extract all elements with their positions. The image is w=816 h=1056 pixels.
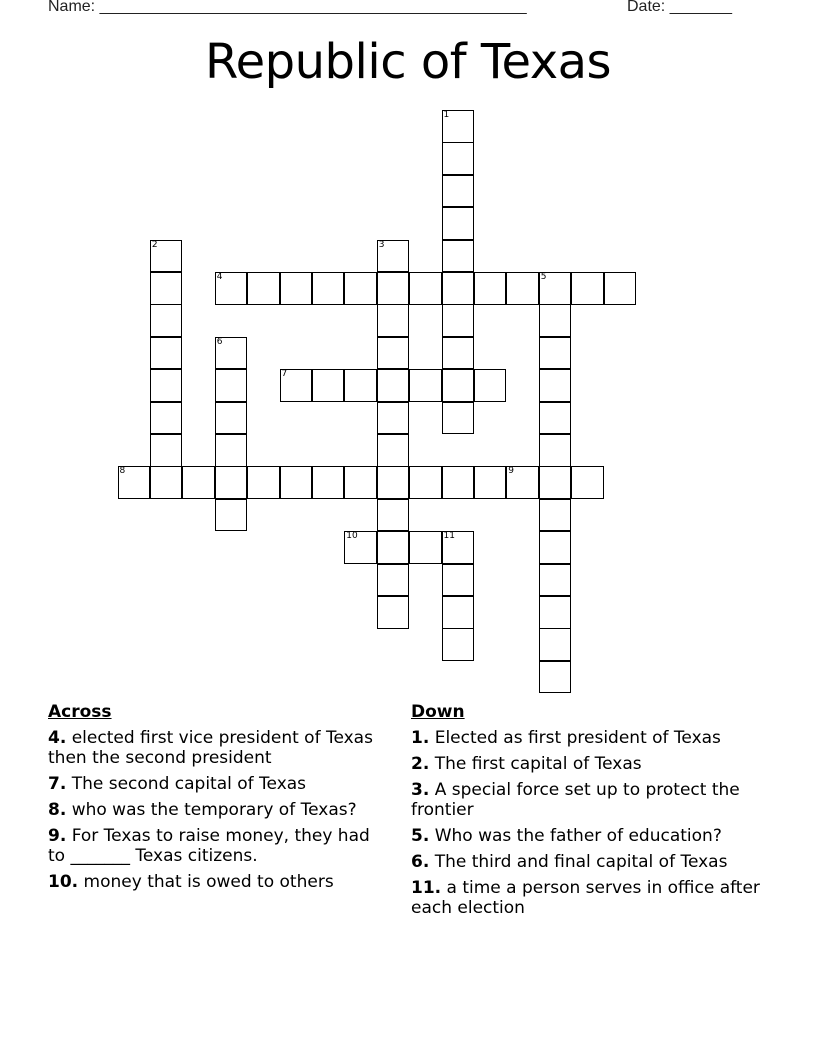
crossword-cell[interactable] [215, 337, 248, 370]
down-clues [411, 702, 761, 924]
clue-down-1 [411, 728, 761, 748]
crossword-cell[interactable] [474, 466, 507, 499]
crossword-cell[interactable] [377, 564, 410, 597]
crossword-cell[interactable] [215, 369, 248, 402]
clue-across-10 [48, 872, 388, 892]
clue-down-5 [411, 826, 761, 846]
crossword-cell[interactable] [539, 402, 572, 435]
clue-down-11 [411, 878, 761, 918]
crossword-cell[interactable] [442, 369, 475, 402]
crossword-cell[interactable] [247, 466, 280, 499]
crossword-cell[interactable] [539, 531, 572, 564]
header [48, 0, 768, 22]
crossword-cell[interactable] [539, 661, 572, 694]
cell-number: 11 [443, 531, 455, 542]
crossword-cell[interactable] [442, 110, 475, 143]
crossword-cell[interactable] [150, 369, 183, 402]
clue-text: Who was the father of education? [434, 826, 722, 846]
crossword-cell[interactable] [182, 466, 215, 499]
cell-number: 5 [540, 272, 547, 282]
crossword-cell[interactable] [539, 369, 572, 402]
cell-number: 2 [151, 239, 158, 250]
crossword-cell[interactable] [571, 272, 604, 305]
crossword-cell[interactable] [377, 434, 410, 467]
crossword-cell[interactable] [442, 402, 475, 435]
cell-number: 10 [346, 531, 358, 542]
crossword-cell[interactable] [150, 466, 183, 499]
clue-text: The third and final capital of Texas [434, 852, 728, 872]
clue-down-2 [411, 754, 761, 774]
crossword-cell[interactable] [539, 596, 572, 629]
crossword-cell[interactable] [539, 304, 572, 337]
across-heading: Across [48, 702, 112, 722]
crossword-cell[interactable] [344, 369, 377, 402]
clue-down-3 [411, 780, 761, 820]
clue-text: who was the temporary of Texas? [71, 800, 357, 820]
cell-number: 1 [443, 110, 450, 120]
crossword-cell[interactable] [280, 369, 313, 402]
crossword-cell[interactable] [474, 369, 507, 402]
crossword-cell[interactable] [506, 466, 539, 499]
crossword-cell[interactable] [118, 466, 151, 499]
across-clues [48, 702, 388, 898]
clue-number: 5. [411, 826, 430, 846]
crossword-cell[interactable] [409, 531, 442, 564]
down-heading: Down [411, 702, 465, 722]
crossword-cell[interactable] [247, 272, 280, 305]
crossword-cell[interactable] [604, 272, 637, 305]
cell-number: 8 [119, 466, 126, 477]
crossword-cell[interactable] [539, 499, 572, 532]
crossword-cell[interactable] [442, 596, 475, 629]
crossword-cell[interactable] [377, 304, 410, 337]
name-field[interactable]: Name: ________________________________________________ [48, 0, 527, 15]
crossword-cell[interactable] [344, 531, 377, 564]
clue-text: For Texas to raise money, they had to _______ Texas citizens. [48, 826, 370, 866]
crossword-cell[interactable] [539, 272, 572, 305]
crossword-cell[interactable] [377, 337, 410, 370]
crossword-cell[interactable] [539, 466, 572, 499]
clue-text: The first capital of Texas [434, 754, 642, 774]
crossword-cell[interactable] [377, 369, 410, 402]
crossword-cell[interactable] [377, 272, 410, 305]
clue-across-7 [48, 774, 388, 794]
crossword-cell[interactable] [539, 628, 572, 661]
crossword-cell[interactable] [442, 466, 475, 499]
clue-number: 10. [48, 872, 79, 892]
crossword-cell[interactable] [442, 175, 475, 208]
crossword-cell[interactable] [377, 402, 410, 435]
crossword-cell[interactable] [409, 369, 442, 402]
crossword-cell[interactable] [442, 304, 475, 337]
crossword-cell[interactable] [150, 402, 183, 435]
crossword-cell[interactable] [571, 466, 604, 499]
cell-number: 9 [508, 466, 515, 477]
clue-number: 1. [411, 728, 430, 748]
crossword-cell[interactable] [150, 434, 183, 467]
crossword-cell[interactable] [539, 434, 572, 467]
crossword-cell[interactable] [150, 304, 183, 337]
crossword-cell[interactable] [150, 240, 183, 273]
clue-number: 8. [48, 800, 67, 820]
clue-across-9 [48, 826, 388, 866]
clue-number: 7. [48, 774, 67, 794]
clue-text: The second capital of Texas [71, 774, 307, 794]
crossword-cell[interactable] [215, 499, 248, 532]
crossword-cell[interactable] [377, 499, 410, 532]
cell-number: 4 [216, 272, 223, 282]
crossword-cell[interactable] [150, 272, 183, 305]
crossword-cell[interactable] [215, 402, 248, 435]
crossword-cell[interactable] [442, 564, 475, 597]
crossword-cell[interactable] [215, 466, 248, 499]
crossword-cell[interactable] [442, 337, 475, 370]
clue-text: a time a person serves in office after each election [411, 878, 760, 918]
clue-across-4 [48, 728, 388, 768]
crossword-cell[interactable] [280, 272, 313, 305]
clue-text: money that is owed to others [83, 872, 334, 892]
crossword-cell[interactable] [539, 564, 572, 597]
clue-text: Elected as first president of Texas [434, 728, 721, 748]
crossword-cell[interactable] [442, 142, 475, 175]
crossword-cell[interactable] [150, 337, 183, 370]
cell-number: 3 [378, 239, 385, 250]
crossword-cell[interactable] [539, 337, 572, 370]
crossword-cell[interactable] [312, 369, 345, 402]
clue-number: 6. [411, 852, 430, 872]
clue-number: 2. [411, 754, 430, 774]
crossword-cell[interactable] [442, 272, 475, 305]
clue-text: A special force set up to protect the frontier [411, 780, 740, 820]
cell-number: 6 [216, 336, 223, 347]
crossword-cell[interactable] [377, 466, 410, 499]
crossword-cell[interactable] [344, 466, 377, 499]
crossword-cell[interactable] [377, 240, 410, 273]
clue-number: 11. [411, 878, 442, 898]
clue-text: elected first vice president of Texas then the second president [48, 728, 373, 768]
clue-across-8 [48, 800, 388, 820]
crossword-cell[interactable] [215, 434, 248, 467]
crossword-cell[interactable] [344, 272, 377, 305]
crossword-cell[interactable] [474, 272, 507, 305]
crossword-cell[interactable] [506, 272, 539, 305]
crossword-cell[interactable] [377, 531, 410, 564]
crossword-cell[interactable] [312, 466, 345, 499]
page-title: Republic of Texas [204, 34, 612, 90]
crossword-cell[interactable] [409, 466, 442, 499]
crossword-cell[interactable] [280, 466, 313, 499]
cell-number: 7 [281, 369, 288, 380]
crossword-cell[interactable] [215, 272, 248, 305]
crossword-cell[interactable] [442, 628, 475, 661]
crossword-cell[interactable] [377, 596, 410, 629]
crossword-cell[interactable] [442, 240, 475, 273]
crossword-cell[interactable] [442, 531, 475, 564]
crossword-cell[interactable] [409, 272, 442, 305]
clue-number: 9. [48, 826, 67, 846]
date-field[interactable]: Date: _______ [627, 0, 732, 15]
clue-number: 4. [48, 728, 67, 748]
crossword-cell[interactable] [442, 207, 475, 240]
clue-down-6 [411, 852, 761, 872]
crossword-cell[interactable] [312, 272, 345, 305]
clue-number: 3. [411, 780, 430, 800]
